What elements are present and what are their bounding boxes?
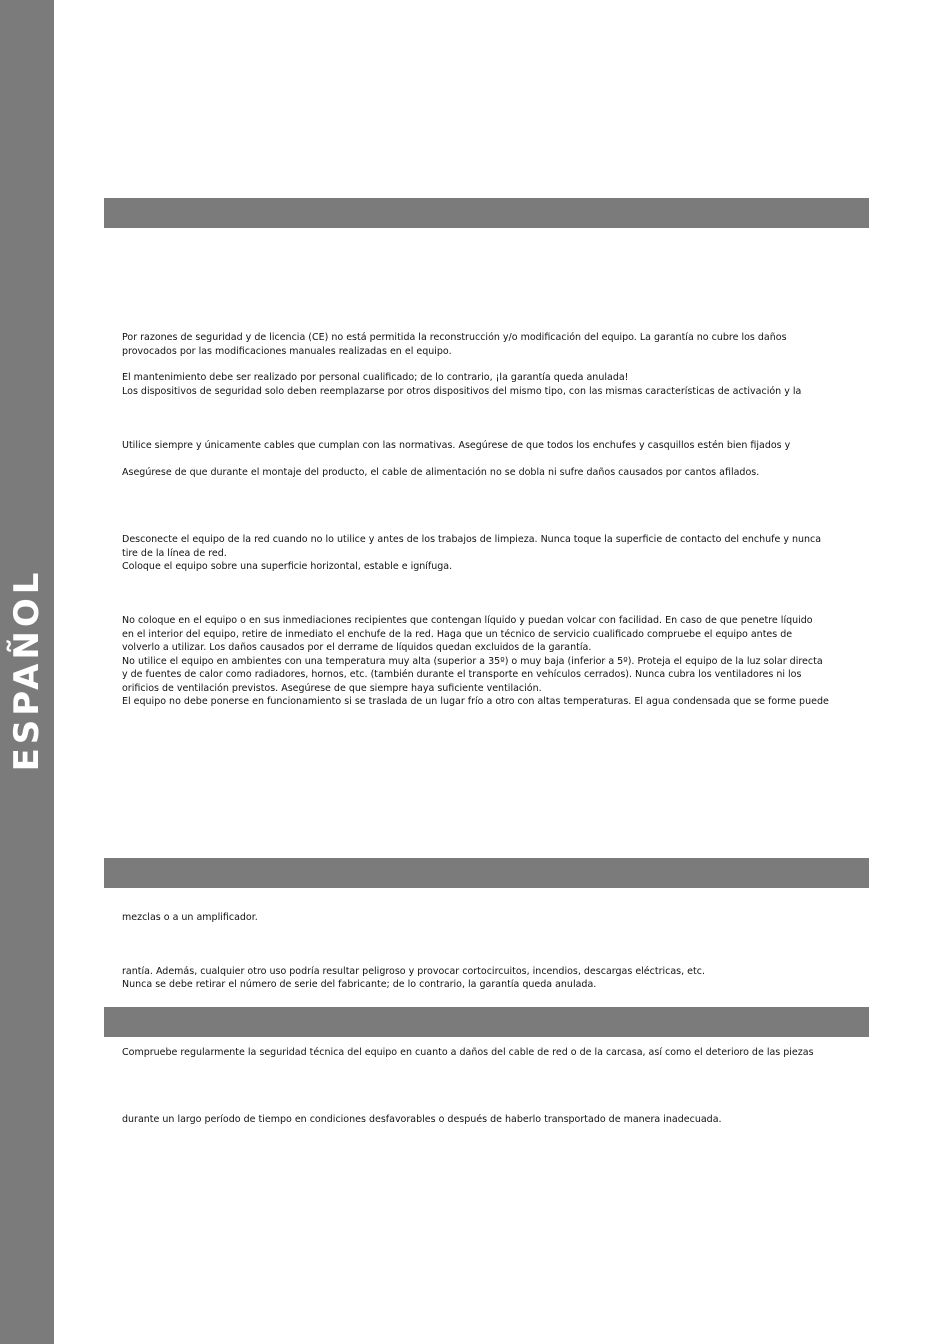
language-sidebar bbox=[0, 0, 54, 1344]
paragraph-line: tire de la línea de red. bbox=[122, 548, 227, 559]
paragraph-line: Coloque el equipo sobre una superficie horizontal, estable e ignífuga. bbox=[122, 561, 453, 572]
paragraph-line: No coloque en el equipo o en sus inmediaciones recipientes que contengan líquido y puedan volcar con facilidad. En caso de que penetre líquido bbox=[122, 615, 813, 626]
paragraph-line: provocados por las modificaciones manuales realizadas en el equipo. bbox=[122, 346, 452, 357]
paragraph-line: Compruebe regularmente la seguridad técnica del equipo en cuanto a daños del cable de red o de la carcasa, así como el deterioro de las piezas bbox=[122, 1047, 814, 1058]
section-header-bar-3 bbox=[104, 1007, 869, 1037]
paragraph-line: volverlo a utilizar. Los daños causados por el derrame de líquidos quedan excluidos de la garantía. bbox=[122, 642, 592, 653]
paragraph-line: Los dispositivos de seguridad solo deben reemplazarse por otros dispositivos del mismo tipo, con las mismas características de activación y la bbox=[122, 386, 802, 397]
section-header-bar-1 bbox=[104, 198, 869, 228]
paragraph-line: y de fuentes de calor como radiadores, hornos, etc. (también durante el transporte en vehículos cerrados). Nunca cubra los ventiladores ni los bbox=[122, 669, 802, 680]
paragraph-line: en el interior del equipo, retire de inmediato el enchufe de la red. Haga que un técnico de servicio cualificado compruebe el equipo antes de bbox=[122, 629, 793, 640]
paragraph-line: Utilice siempre y únicamente cables que cumplan con las normativas. Asegúrese de que todos los enchufes y casquillos estén bien fijados y bbox=[122, 440, 791, 451]
paragraph-line: El mantenimiento debe ser realizado por personal cualificado; de lo contrario, ¡la garantía queda anulada! bbox=[122, 372, 629, 383]
section-header-bar-2 bbox=[104, 858, 869, 888]
paragraph-line: rantía. Además, cualquier otro uso podría resultar peligroso y provocar cortocircuitos, incendios, descargas eléctricas, etc. bbox=[122, 966, 705, 977]
paragraph-line: No utilice el equipo en ambientes con una temperatura muy alta (superior a 35º) o muy baja (inferior a 5º). Proteja el equipo de la luz solar directa bbox=[122, 656, 823, 667]
paragraph-line: Desconecte el equipo de la red cuando no lo utilice y antes de los trabajos de limpieza. Nunca toque la superficie de contacto del enchufe y nunca bbox=[122, 534, 822, 545]
paragraph-line: Por razones de seguridad y de licencia (CE) no está permitida la reconstrucción y/o modificación del equipo. La garantía no cubre los daños bbox=[122, 332, 787, 343]
paragraph-line: Nunca se debe retirar el número de serie del fabricante; de lo contrario, la garantía queda anulada. bbox=[122, 979, 597, 990]
paragraph-line: mezclas o a un amplificador. bbox=[122, 912, 258, 923]
paragraph-line: Asegúrese de que durante el montaje del producto, el cable de alimentación no se dobla ni sufre daños causados por cantos afilados. bbox=[122, 467, 760, 478]
paragraph-line: orificios de ventilación previstos. Asegúrese de que siempre haya suficiente ventilación. bbox=[122, 683, 542, 694]
paragraph-line: El equipo no debe ponerse en funcionamiento si se traslada de un lugar frío a otro con altas temperaturas. El agua condensada que se forme puede bbox=[122, 696, 829, 707]
language-label: ESPAÑOL bbox=[7, 568, 47, 772]
paragraph-line: durante un largo período de tiempo en condiciones desfavorables o después de haberlo transportado de manera inadecuada. bbox=[122, 1114, 722, 1125]
